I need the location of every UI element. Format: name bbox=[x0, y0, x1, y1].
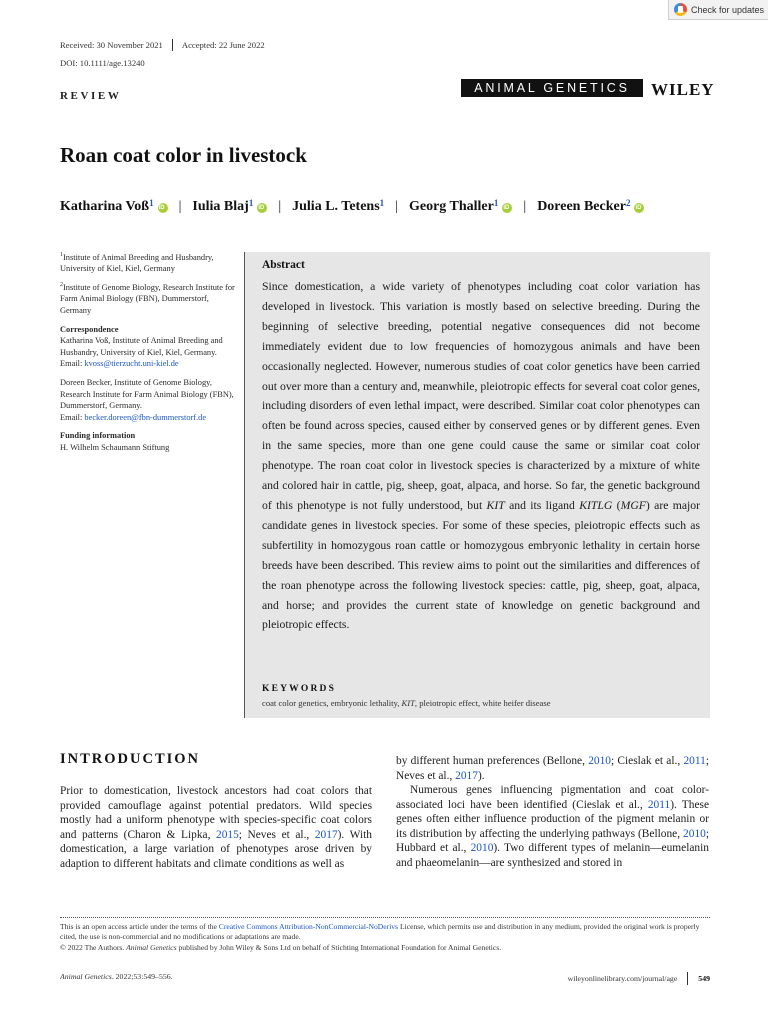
affiliation-number: 1 bbox=[60, 252, 63, 258]
license-link[interactable]: Creative Commons Attribution-NonCommercial-NoDerivs bbox=[218, 922, 399, 931]
gene-name: KIT bbox=[401, 698, 415, 708]
text-run: ). These genes often either influence production of the pigment melanin or its distribution by affecting the underlying pathways (Bellone, bbox=[396, 798, 710, 840]
crossmark-icon bbox=[674, 3, 687, 16]
affiliation-marker[interactable]: 1 bbox=[248, 198, 254, 208]
citation-link[interactable]: 2011 bbox=[647, 798, 671, 811]
correspondence-email bbox=[60, 358, 235, 370]
keywords-part: , pleiotropic effect, white heifer disease bbox=[414, 698, 551, 708]
text-run: Prior to domestication, livestock ancestors had coat colors that provided camouflage against potential predators. Wild species mostly had a uniform phenotype with species-specific coat colors and patterns (Charon & Lipka, bbox=[60, 785, 372, 841]
footer-right bbox=[568, 972, 710, 985]
text-run: by different human preferences (Bellone, bbox=[396, 755, 589, 767]
section-heading: INTRODUCTION bbox=[60, 751, 201, 767]
citation-link[interactable]: 2017 bbox=[314, 828, 338, 841]
check-for-updates-label: Check for updates bbox=[691, 4, 765, 15]
orcid-icon[interactable] bbox=[502, 203, 512, 213]
email-link[interactable]: becker.doreen@fbn-dummerstorf.de bbox=[84, 412, 207, 422]
email-label: Email: bbox=[60, 412, 85, 422]
text-run: © 2022 The Authors. bbox=[60, 942, 127, 952]
text-run: ; Cieslak et al., bbox=[611, 755, 684, 767]
abstract-part: and its ligand bbox=[504, 498, 580, 512]
text-run: License, which permits use and distribution in any medium, provided the original work is properly cited, the use is non-commercial and no modifications or adaptations are made. bbox=[60, 922, 700, 942]
affiliation-text: Institute of Genome Biology, Research Institute for Farm Animal Biology (FBN), Dummerstorf, Germany bbox=[60, 282, 235, 315]
article-type: REVIEW bbox=[60, 90, 122, 102]
license-text bbox=[60, 922, 710, 943]
affiliation bbox=[60, 250, 235, 275]
correspondence-contact: Katharina Voß, Institute of Animal Breeding and Husbandry, University of Kiel, Kiel, Germany. bbox=[60, 336, 223, 357]
keywords-text bbox=[262, 698, 551, 708]
orcid-icon[interactable] bbox=[257, 203, 267, 213]
author-list bbox=[60, 199, 710, 215]
paragraph bbox=[60, 784, 372, 871]
orcid-icon[interactable] bbox=[634, 203, 644, 213]
author[interactable] bbox=[192, 199, 267, 215]
publisher-logo: WILEY bbox=[651, 80, 715, 99]
copyright bbox=[60, 943, 710, 953]
gene-name: KITLG bbox=[579, 498, 613, 512]
accepted-date: Accepted: 22 June 2022 bbox=[181, 40, 265, 50]
keywords-heading: KEYWORDS bbox=[262, 684, 337, 694]
citation-text: . 2022;53:549–556. bbox=[111, 972, 173, 981]
author-name: Katharina Voß bbox=[60, 199, 150, 214]
affiliation-marker[interactable]: 2 bbox=[625, 198, 631, 208]
body-column-right bbox=[396, 754, 709, 870]
author-name: Georg Thaller bbox=[408, 199, 494, 214]
citation-link[interactable]: 2017 bbox=[455, 769, 478, 782]
affiliation-marker[interactable]: 1 bbox=[379, 198, 385, 208]
funding-text: H. Wilhelm Schaumann Stiftung bbox=[60, 442, 170, 452]
license-notice bbox=[60, 922, 710, 953]
divider: | bbox=[178, 199, 182, 214]
divider: | bbox=[278, 199, 282, 214]
text-run: published by John Wiley & Sons Ltd on behalf of Stichting International Foundation for Animal Genetics. bbox=[176, 942, 502, 952]
text-run: ; Neves et al., bbox=[238, 828, 315, 841]
orcid-icon[interactable] bbox=[158, 203, 168, 213]
text-run: ; Hubbard et al., bbox=[396, 827, 709, 854]
journal-name: Animal Genetics bbox=[60, 972, 112, 981]
paragraph bbox=[396, 754, 709, 783]
text-run: This is an open access article under the terms of the bbox=[60, 922, 219, 931]
dates-line bbox=[60, 39, 265, 51]
citation-link[interactable]: 2011 bbox=[683, 755, 706, 767]
affiliations bbox=[60, 250, 235, 317]
divider bbox=[687, 972, 688, 985]
divider: | bbox=[395, 199, 398, 214]
text-run: ). Two different types of melanin—eumelanin and phaeomelanin—are synthesized and stored in bbox=[396, 842, 709, 869]
affiliation-number: 2 bbox=[60, 281, 63, 288]
paragraph bbox=[396, 783, 709, 870]
correspondence-contact: Doreen Becker, Institute of Genome Biology, Research Institute for Farm Animal Biology (FBN), Dummerstorf, Germany. bbox=[60, 377, 234, 411]
text-run: ). bbox=[477, 769, 485, 782]
author-name: Julia L. Tetens bbox=[292, 199, 380, 214]
footer-citation bbox=[60, 972, 173, 981]
sidebar-info bbox=[60, 250, 235, 461]
divider bbox=[172, 39, 173, 51]
citation-link[interactable]: 2010 bbox=[588, 755, 611, 767]
affiliation-marker[interactable]: 1 bbox=[493, 198, 499, 208]
text-run: ; Neves et al., bbox=[396, 755, 710, 782]
citation-link[interactable]: 2015 bbox=[216, 828, 239, 841]
abstract-text bbox=[262, 277, 700, 635]
page-number: 549 bbox=[698, 974, 710, 983]
journal-banner: ANIMAL GENETICS bbox=[461, 79, 643, 97]
author-name: Iulia Blaj bbox=[192, 199, 249, 214]
journal-url[interactable]: wileyonlinelibrary.com/journal/age bbox=[567, 974, 678, 983]
keywords-part: coat color genetics, embryonic lethality, bbox=[262, 698, 402, 708]
email-link[interactable]: kvoss@tierzucht.uni-kiel.de bbox=[84, 359, 179, 369]
text-run: Numerous genes influencing pigmentation and coat color-associated loci have been identified (Cieslak et al., bbox=[396, 784, 709, 811]
author[interactable] bbox=[60, 199, 168, 215]
email-label: Email: bbox=[60, 359, 85, 369]
funding-label: Funding information bbox=[60, 431, 136, 441]
correspondence-label: Correspondence bbox=[60, 324, 119, 334]
abstract-part: ( bbox=[612, 498, 621, 512]
abstract-part: ) are major candidate genes in livestock species. For some of these species, pleiotropic effects such as subfertility in homozygous roan cattle or homozygous embryonic lethality in certain horse breeds have been described. This review aims to point out the similarities and differences of the roan phenotype across the following livestock species: cattle, pig, sheep, goat, alpaca, and horse; and provides the current state of knowledge on genetic background and pleiotropic effects. bbox=[262, 498, 700, 632]
abstract-heading: Abstract bbox=[262, 259, 305, 271]
correspondence bbox=[60, 324, 235, 424]
divider: | bbox=[523, 199, 527, 214]
received-date: Received: 30 November 2021 bbox=[60, 40, 163, 50]
affiliation bbox=[60, 280, 235, 317]
doi: DOI: 10.1111/age.13240 bbox=[60, 58, 145, 68]
affiliation-text: Institute of Animal Breeding and Husbandry, University of Kiel, Kiel, Germany bbox=[60, 252, 214, 274]
check-for-updates-button[interactable] bbox=[668, 0, 768, 20]
journal-name: Animal Genetics bbox=[126, 942, 177, 952]
author[interactable] bbox=[292, 199, 384, 215]
author[interactable] bbox=[409, 199, 512, 215]
gene-name: KIT bbox=[486, 498, 505, 512]
citation-link[interactable]: 2010 bbox=[470, 842, 494, 854]
author-name: Doreen Becker bbox=[537, 199, 626, 214]
text-run: ). With domestication, a large variation of phenotypes arose driven by adaption to different habitats and climate conditions as well as bbox=[60, 828, 372, 870]
funding bbox=[60, 430, 235, 453]
gene-name: MGF bbox=[620, 498, 646, 512]
abstract-part: Since domestication, a wide variety of phenotypes including coat color variation has developed in livestock. This variation is mostly based on selective breeding. During the beginning of selective breeding, potential negative consequences did not become immediately evident due to low frequencies of homozygous animals and have been occasionally neglected. However, numerous studies of coat color genetics have been carried out over more than a century and, meanwhile, pleiotropic effects for several coat color genes, including disorders of even lethal impact, were described. Similar coat color phenotypes can often be found across species, caused either by conserved genes or by different genes. Even in the same species, more than one gene could cause the same or similar coat color phenotype. The roan coat color in livestock species is characterized by a mixture of white and colored hair in cattle, pig, sheep, goat, alpaca, and horse. So far, the genetic background of this phenotype is not fully understood, but bbox=[262, 280, 700, 512]
affiliation-marker[interactable]: 1 bbox=[149, 198, 154, 208]
citation-link[interactable]: 2010 bbox=[683, 827, 706, 840]
abstract-box bbox=[244, 252, 710, 718]
author[interactable] bbox=[537, 199, 644, 215]
article-title: Roan coat color in livestock bbox=[60, 143, 307, 167]
correspondence-email bbox=[60, 412, 235, 424]
body-column-left bbox=[60, 784, 372, 871]
divider bbox=[60, 917, 710, 918]
